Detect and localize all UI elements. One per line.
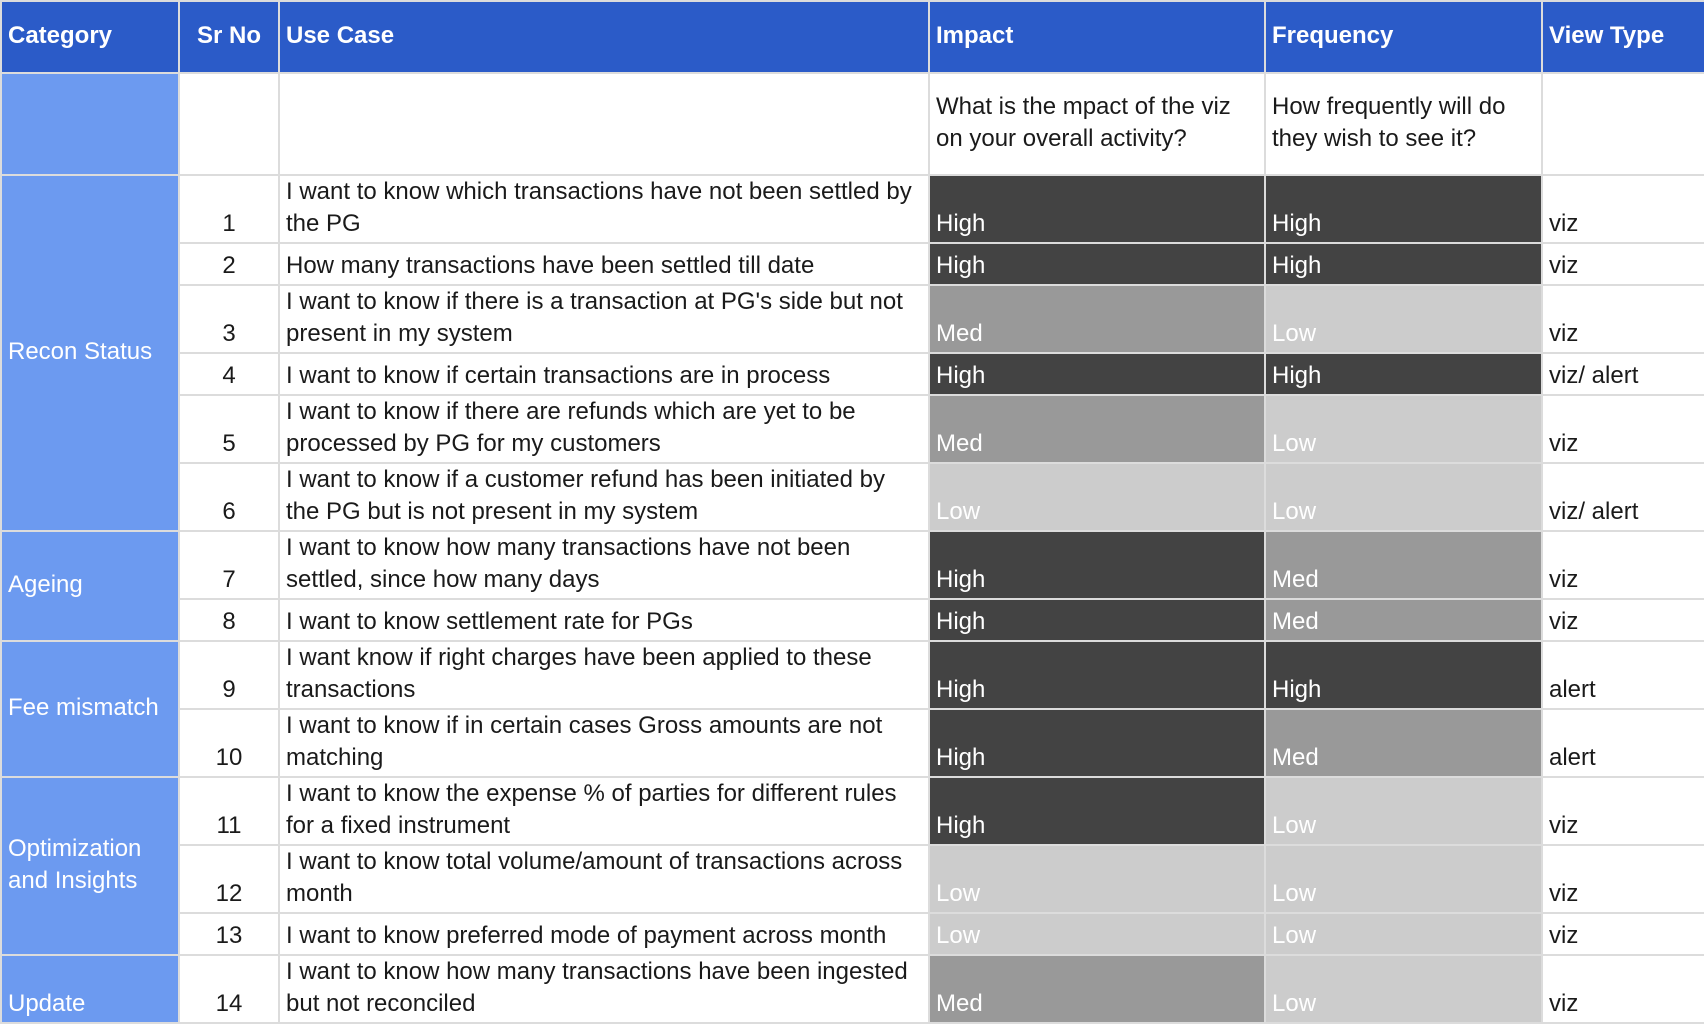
table-row	[1, 285, 1704, 353]
frequency-cell[interactable]: Low	[1265, 913, 1542, 955]
sr-cell[interactable]: 9	[179, 641, 279, 709]
impact-cell[interactable]: Low	[929, 913, 1265, 955]
view-type-cell[interactable]: viz	[1542, 599, 1704, 641]
view-type-cell[interactable]: viz	[1542, 175, 1704, 243]
frequency-cell[interactable]: Med	[1265, 531, 1542, 599]
view-type-cell[interactable]: viz/ alert	[1542, 463, 1704, 531]
impact-cell[interactable]: High	[929, 709, 1265, 777]
description-sr-cell[interactable]	[179, 73, 279, 175]
category-optimization-and-insights[interactable]: Optimization and Insights	[1, 777, 179, 955]
use-case-cell[interactable]: I want to know preferred mode of payment across month	[279, 913, 929, 955]
header-category[interactable]: Category	[1, 1, 179, 73]
table-row	[1, 641, 1704, 709]
frequency-cell[interactable]: High	[1265, 641, 1542, 709]
sr-cell[interactable]: 6	[179, 463, 279, 531]
impact-cell[interactable]: Low	[929, 463, 1265, 531]
table-row	[1, 353, 1704, 395]
impact-cell[interactable]: High	[929, 777, 1265, 845]
impact-cell[interactable]: High	[929, 243, 1265, 285]
frequency-cell[interactable]: Med	[1265, 599, 1542, 641]
impact-cell[interactable]: Med	[929, 955, 1265, 1023]
table-row	[1, 463, 1704, 531]
category-fee-mismatch[interactable]: Fee mismatch	[1, 641, 179, 777]
table-row	[1, 531, 1704, 599]
frequency-cell[interactable]: Low	[1265, 285, 1542, 353]
table-row	[1, 395, 1704, 463]
impact-cell[interactable]: High	[929, 599, 1265, 641]
impact-cell[interactable]: High	[929, 641, 1265, 709]
frequency-description[interactable]: How frequently will do they wish to see it?	[1265, 73, 1542, 175]
use-case-cell[interactable]: I want to know which transactions have not been settled by the PG	[279, 175, 929, 243]
header-use-case[interactable]: Use Case	[279, 1, 929, 73]
use-case-cell[interactable]: I want to know if certain transactions are in process	[279, 353, 929, 395]
category-update[interactable]: Update	[1, 955, 179, 1023]
frequency-cell[interactable]: High	[1265, 353, 1542, 395]
table-row	[1, 243, 1704, 285]
header-row	[1, 1, 1704, 73]
impact-cell[interactable]: High	[929, 353, 1265, 395]
header-frequency[interactable]: Frequency	[1265, 1, 1542, 73]
view-type-cell[interactable]: viz	[1542, 395, 1704, 463]
impact-cell[interactable]: Low	[929, 845, 1265, 913]
use-case-cell[interactable]: I want know if right charges have been applied to these transactions	[279, 641, 929, 709]
table-row	[1, 709, 1704, 777]
frequency-cell[interactable]: Low	[1265, 777, 1542, 845]
impact-cell[interactable]: High	[929, 531, 1265, 599]
header-sr-no[interactable]: Sr No	[179, 1, 279, 73]
sr-cell[interactable]: 10	[179, 709, 279, 777]
table-row	[1, 913, 1704, 955]
sr-cell[interactable]: 4	[179, 353, 279, 395]
use-case-cell[interactable]: I want to know if in certain cases Gross amounts are not matching	[279, 709, 929, 777]
view-type-cell[interactable]: viz	[1542, 777, 1704, 845]
header-view-type[interactable]: View Type	[1542, 1, 1704, 73]
sr-cell[interactable]: 14	[179, 955, 279, 1023]
sr-cell[interactable]: 2	[179, 243, 279, 285]
category-ageing[interactable]: Ageing	[1, 531, 179, 641]
sr-cell[interactable]: 1	[179, 175, 279, 243]
sr-cell[interactable]: 12	[179, 845, 279, 913]
frequency-cell[interactable]: Low	[1265, 463, 1542, 531]
description-row	[1, 73, 1704, 175]
view-type-cell[interactable]: viz	[1542, 913, 1704, 955]
view-type-cell[interactable]: viz/ alert	[1542, 353, 1704, 395]
sr-cell[interactable]: 5	[179, 395, 279, 463]
view-type-cell[interactable]: viz	[1542, 531, 1704, 599]
description-view-type-cell[interactable]	[1542, 73, 1704, 175]
impact-cell[interactable]: Med	[929, 285, 1265, 353]
frequency-cell[interactable]: Low	[1265, 955, 1542, 1023]
view-type-cell[interactable]: alert	[1542, 709, 1704, 777]
table-row	[1, 599, 1704, 641]
description-category-cell[interactable]	[1, 73, 179, 175]
category-recon-status[interactable]: Recon Status	[1, 175, 179, 531]
use-case-cell[interactable]: I want to know the expense % of parties for different rules for a fixed instrument	[279, 777, 929, 845]
table-row	[1, 777, 1704, 845]
header-impact[interactable]: Impact	[929, 1, 1265, 73]
sr-cell[interactable]: 11	[179, 777, 279, 845]
table-row	[1, 845, 1704, 913]
view-type-cell[interactable]: viz	[1542, 285, 1704, 353]
view-type-cell[interactable]: viz	[1542, 955, 1704, 1023]
description-use-case-cell[interactable]	[279, 73, 929, 175]
impact-cell[interactable]: High	[929, 175, 1265, 243]
view-type-cell[interactable]: viz	[1542, 845, 1704, 913]
use-case-cell[interactable]: I want to know how many transactions have not been settled, since how many days	[279, 531, 929, 599]
use-case-cell[interactable]: I want to know if a customer refund has been initiated by the PG but is not present in my system	[279, 463, 929, 531]
use-case-cell[interactable]: I want to know if there is a transaction at PG's side but not present in my system	[279, 285, 929, 353]
frequency-cell[interactable]: Med	[1265, 709, 1542, 777]
table-row	[1, 955, 1704, 1023]
table-row	[1, 175, 1704, 243]
frequency-cell[interactable]: High	[1265, 243, 1542, 285]
sr-cell[interactable]: 13	[179, 913, 279, 955]
frequency-cell[interactable]: High	[1265, 175, 1542, 243]
use-case-cell[interactable]: I want to know how many transactions have been ingested but not reconciled	[279, 955, 929, 1023]
frequency-cell[interactable]: Low	[1265, 845, 1542, 913]
view-type-cell[interactable]: viz	[1542, 243, 1704, 285]
use-case-cell[interactable]: I want to know if there are refunds which are yet to be processed by PG for my customers	[279, 395, 929, 463]
use-case-cell[interactable]: I want to know total volume/amount of transactions across month	[279, 845, 929, 913]
view-type-cell[interactable]: alert	[1542, 641, 1704, 709]
sr-cell[interactable]: 3	[179, 285, 279, 353]
impact-description[interactable]: What is the mpact of the viz on your overall activity?	[929, 73, 1265, 175]
frequency-cell[interactable]: Low	[1265, 395, 1542, 463]
impact-cell[interactable]: Med	[929, 395, 1265, 463]
use-case-cell[interactable]: I want to know settlement rate for PGs	[279, 599, 929, 641]
sr-cell[interactable]: 7	[179, 531, 279, 599]
use-case-cell[interactable]: How many transactions have been settled till date	[279, 243, 929, 285]
sr-cell[interactable]: 8	[179, 599, 279, 641]
